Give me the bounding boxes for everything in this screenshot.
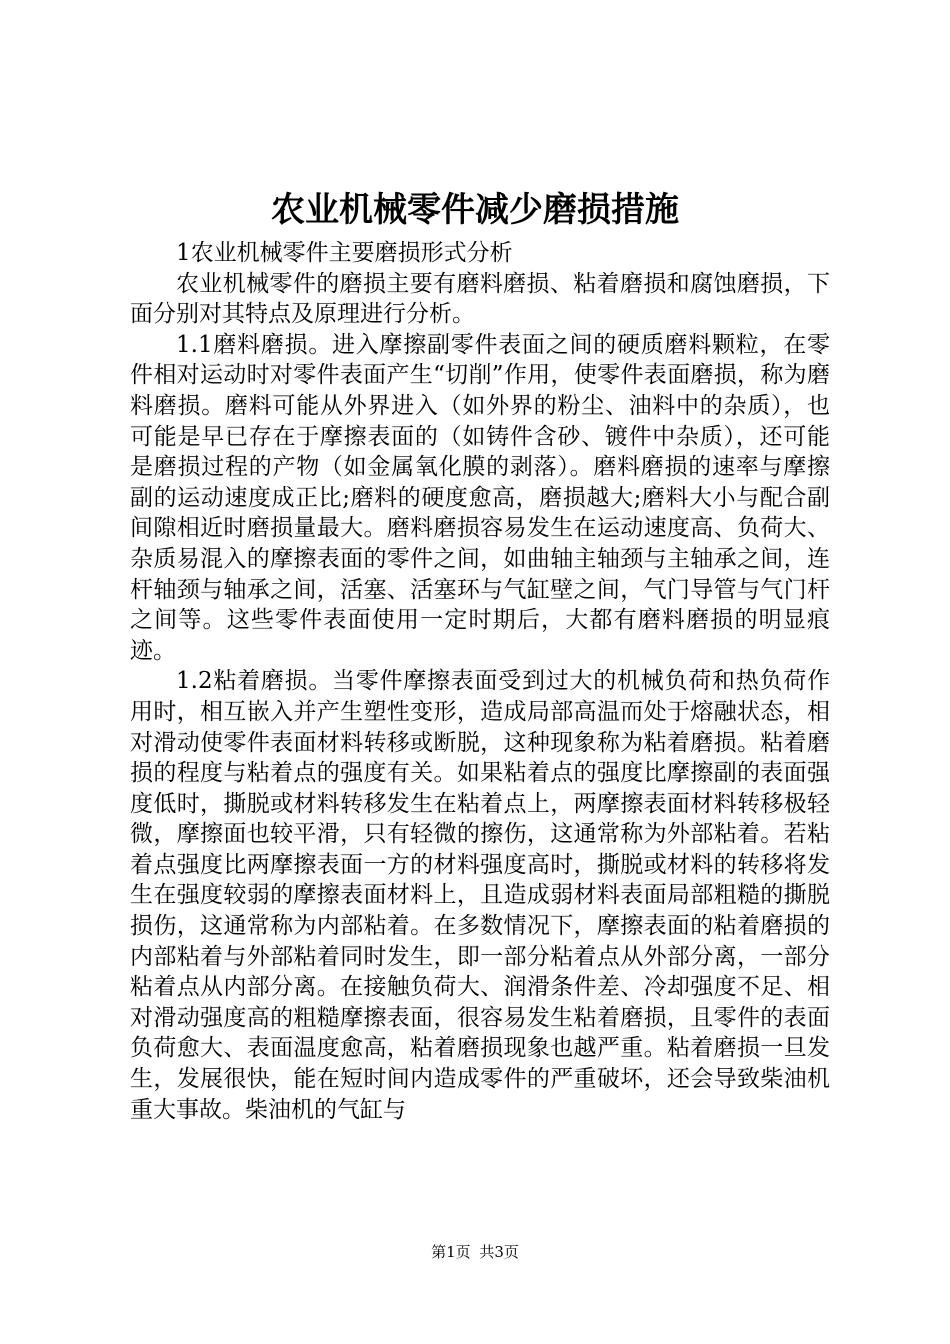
document-title: 农业机械零件减少磨损措施 (271, 190, 679, 230)
paragraph-adhesive-wear: 1.2粘着磨损。当零件摩擦表面受到过大的机械负荷和热负荷作用时，相互嵌入并产生塑性变形，造成局部高温而处于熔融状态，相对滑动使零件表面材料转移或断脱，这种现象称为粘着磨损。粘着磨损的程度与粘着点的强度有关。如果粘着点的强度比摩擦副的表面强度低时，撕脱或材料转移发生在粘着点上，两摩擦表面材料转移极轻微，摩擦面也较平滑，只有轻微的擦伤，这通常称为外部粘着。若粘着点强度比两摩擦表面一方的材料强度高时，撕脱或材料的转移将发生在强度较弱的摩擦表面材料上，且造成弱材料表面局部粗糙的撕脱损伤，这通常称为内部粘着。在多数情况下，摩擦表面的粘着磨损的内部粘着与外部粘着同时发生，即一部分粘着点从外部分离，一部分粘着点从内部分离。在接触负荷大、润滑条件差、冷却强度不足、相对滑动强度高的粗糙摩擦表面，很容易发生粘着磨损，且零件的表面负荷愈大、表面温度愈高，粘着磨损现象也越严重。粘着磨损一旦发生，发展很快，能在短时间内造成零件的严重破坏，还会导致柴油机重大事故。柴油机的气缸与 (130, 668, 830, 1123)
paragraph-abrasive-wear: 1.1磨料磨损。进入摩擦副零件表面之间的硬质磨料颗粒，在零件相对运动时对零件表面产生“切削”作用，使零件表面磨损，称为磨料磨损。磨料可能从外界进入（如外界的粉尘、油料中的杂质），也可能是早已存在于摩擦表面的（如铸件含砂、镀件中杂质），还可能是磨损过程的产物（如金属氧化膜的剥落）。磨料磨损的速率与摩擦副的运动速度成正比;磨料的硬度愈高，磨损越大;磨料大小与配合副间隙相近时磨损量最大。磨料磨损容易发生在运动速度高、负荷大、杂质易混入的摩擦表面的零件之间，如曲轴主轴颈与主轴承之间，连杆轴颈与轴承之间，活塞、活塞环与气缸壁之间，气门导管与气门杆之间等。这些零件表面使用一定时期后，大都有磨料磨损的明显痕迹。 (130, 331, 830, 664)
section-heading: 1农业机械零件主要磨损形式分析 (176, 240, 513, 266)
paragraph-intro: 农业机械零件的磨损主要有磨料磨损、粘着磨损和腐蚀磨损，下面分别对其特点及原理进行分析。 (130, 270, 830, 328)
page-total: 共3页 (479, 1243, 519, 1261)
page-number: 第1页 (431, 1243, 471, 1261)
page-footer (0, 1242, 950, 1262)
document-body (130, 238, 830, 1125)
